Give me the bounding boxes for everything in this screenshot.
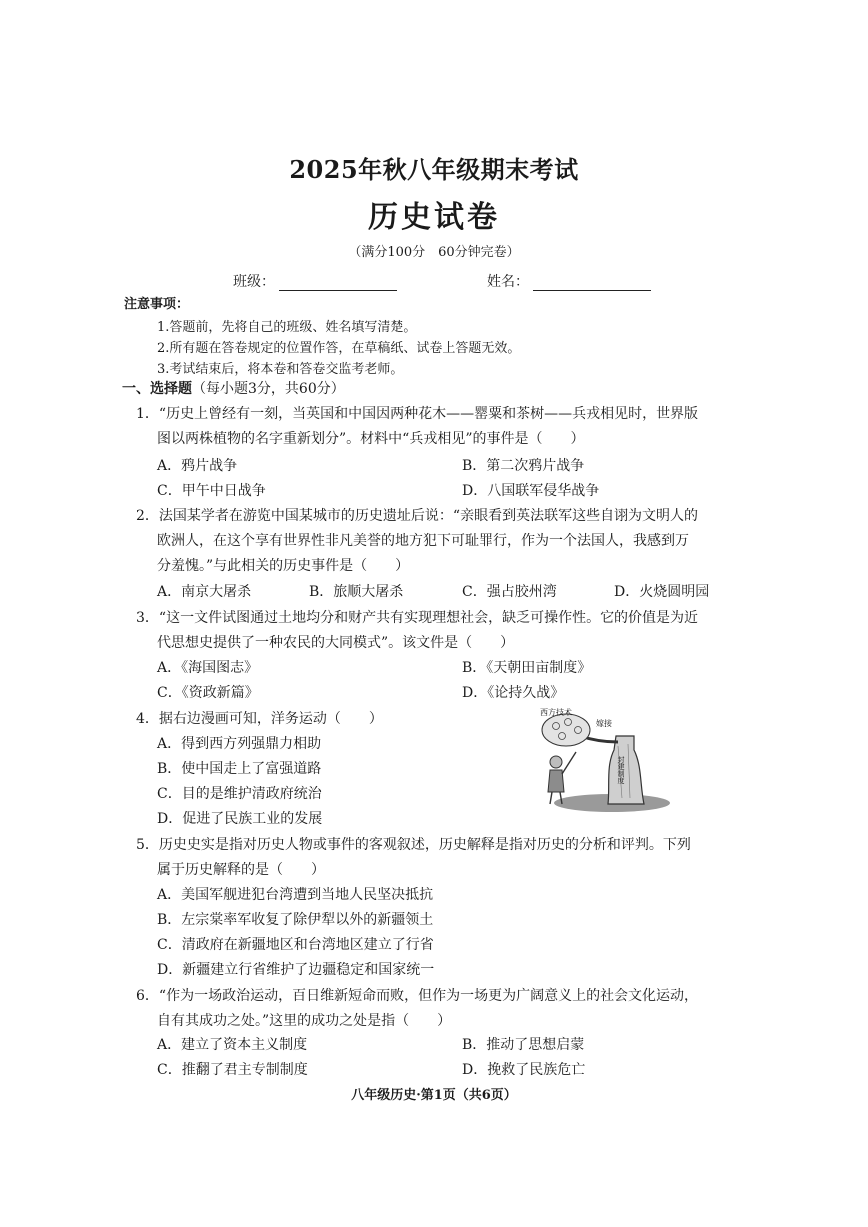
name-field (487, 271, 651, 291)
question-3-option-d[interactable]: D．《论持久战》 (462, 685, 565, 701)
exam-title: 2025年秋八年级期末考试 (289, 155, 579, 184)
section-note: （每小题3分，共60分） (192, 381, 345, 397)
name-label: 姓名： (487, 274, 529, 290)
question-4-cartoon (530, 706, 672, 812)
question-2-line: 2．法国某学者在游览中国某城市的历史遗址后说：“亲眼看到英法联军这些自诩为文明人的 (136, 508, 699, 524)
question-5-option-b[interactable]: B．左宗棠率军收复了除伊犁以外的新疆领土 (157, 912, 434, 928)
section-heading (122, 378, 345, 398)
question-1-line: 图以两株植物的名字重新划分”。材料中“兵戎相见”的事件是（ ） (157, 431, 585, 447)
exam-subject-title: 历史试卷 (368, 200, 500, 235)
question-4-option-b[interactable]: B．使中国走上了富强道路 (157, 761, 322, 777)
question-5-option-d[interactable]: D．新疆建立行省维护了边疆稳定和国家统一 (157, 962, 435, 978)
question-6-line: 6．“作为一场政治运动，百日维新短命而败，但作为一场更为广阔意义上的社会文化运动， (136, 988, 699, 1004)
question-3-line: 3．“这一文件试图通过土地均分和财产共有实现理想社会，缺乏可操作性。它的价值是为近 (136, 610, 699, 626)
question-5-option-c[interactable]: C．清政府在新疆地区和台湾地区建立了行省 (157, 937, 434, 953)
cartoon-label-graft: 嫁接 (596, 719, 612, 728)
section-title: 一、选择题 (122, 381, 192, 397)
notice-item: 3.考试结束后，将本卷和答卷交监考老师。 (157, 362, 404, 377)
question-3-option-c[interactable]: C．《资政新篇》 (157, 685, 259, 701)
question-6-option-c[interactable]: C．推翻了君主专制制度 (157, 1062, 308, 1078)
notice-heading: 注意事项： (124, 297, 190, 312)
question-2-option-a[interactable]: A．南京大屠杀 (157, 584, 252, 600)
exam-score-time: （满分100分 60分钟完卷） (348, 245, 520, 260)
question-4-line: 4．据右边漫画可知，洋务运动（ ） (136, 711, 383, 727)
question-1-option-c[interactable]: C．甲午中日战争 (157, 483, 266, 499)
question-2-option-b[interactable]: B．旅顺大屠杀 (309, 584, 404, 600)
question-6-line: 自有其成功之处。”这里的成功之处是指（ ） (157, 1013, 452, 1029)
question-3-option-a[interactable]: A．《海国图志》 (157, 660, 259, 676)
question-2-option-d[interactable]: D．火烧圆明园 (614, 584, 710, 600)
question-6-option-b[interactable]: B．推动了思想启蒙 (462, 1037, 585, 1053)
question-4-option-a[interactable]: A．得到西方列强鼎力相助 (157, 736, 322, 752)
question-6-option-a[interactable]: A．建立了资本主义制度 (157, 1037, 308, 1053)
grafting-cartoon-illustration (530, 706, 672, 812)
question-2-option-c[interactable]: C．强占胶州湾 (462, 584, 557, 600)
question-5-line: 5．历史史实是指对历史人物或事件的客观叙述，历史解释是指对历史的分析和评判。下列 (136, 837, 691, 853)
question-1-option-d[interactable]: D．八国联军侵华战争 (462, 483, 600, 499)
question-4-option-d[interactable]: D．促进了民族工业的发展 (157, 811, 323, 827)
class-blank[interactable] (279, 276, 397, 291)
question-1-option-a[interactable]: A．鸦片战争 (157, 458, 238, 474)
question-3-line: 代思想史提供了一种农民的大同模式”。该文件是（ ） (157, 635, 515, 651)
name-blank[interactable] (533, 276, 651, 291)
question-4-option-c[interactable]: C．目的是维护清政府统治 (157, 786, 322, 802)
question-1-line: 1．“历史上曾经有一刻，当英国和中国因两种花木——罂粟和茶树——兵戎相见时，世界版 (136, 406, 699, 422)
question-3-option-b[interactable]: B．《天朝田亩制度》 (462, 660, 592, 676)
notice-item: 1.答题前，先将自己的班级、姓名填写清楚。 (157, 320, 417, 335)
class-label: 班级： (233, 274, 275, 290)
class-field (233, 271, 397, 291)
question-1-option-b[interactable]: B．第二次鸦片战争 (462, 458, 585, 474)
page-footer: 八年级历史·第1页（共6页） (351, 1088, 517, 1103)
cartoon-label-western-tech: 西方技术 (540, 708, 572, 717)
notice-item: 2.所有题在答卷规定的位置作答，在草稿纸、试卷上答题无效。 (157, 341, 521, 356)
question-6-option-d[interactable]: D．挽救了民族危亡 (462, 1062, 586, 1078)
cartoon-label-feudal-system: 封建制度 (617, 756, 625, 784)
question-5-line: 属于历史解释的是（ ） (157, 862, 325, 878)
question-5-option-a[interactable]: A．美国军舰进犯台湾遭到当地人民坚决抵抗 (157, 887, 434, 903)
question-2-line: 分羞愧。”与此相关的历史事件是（ ） (157, 558, 410, 574)
question-2-line: 欧洲人，在这个享有世界性非凡美誉的地方犯下可耻罪行，作为一个法国人，我感到万 (157, 533, 689, 549)
